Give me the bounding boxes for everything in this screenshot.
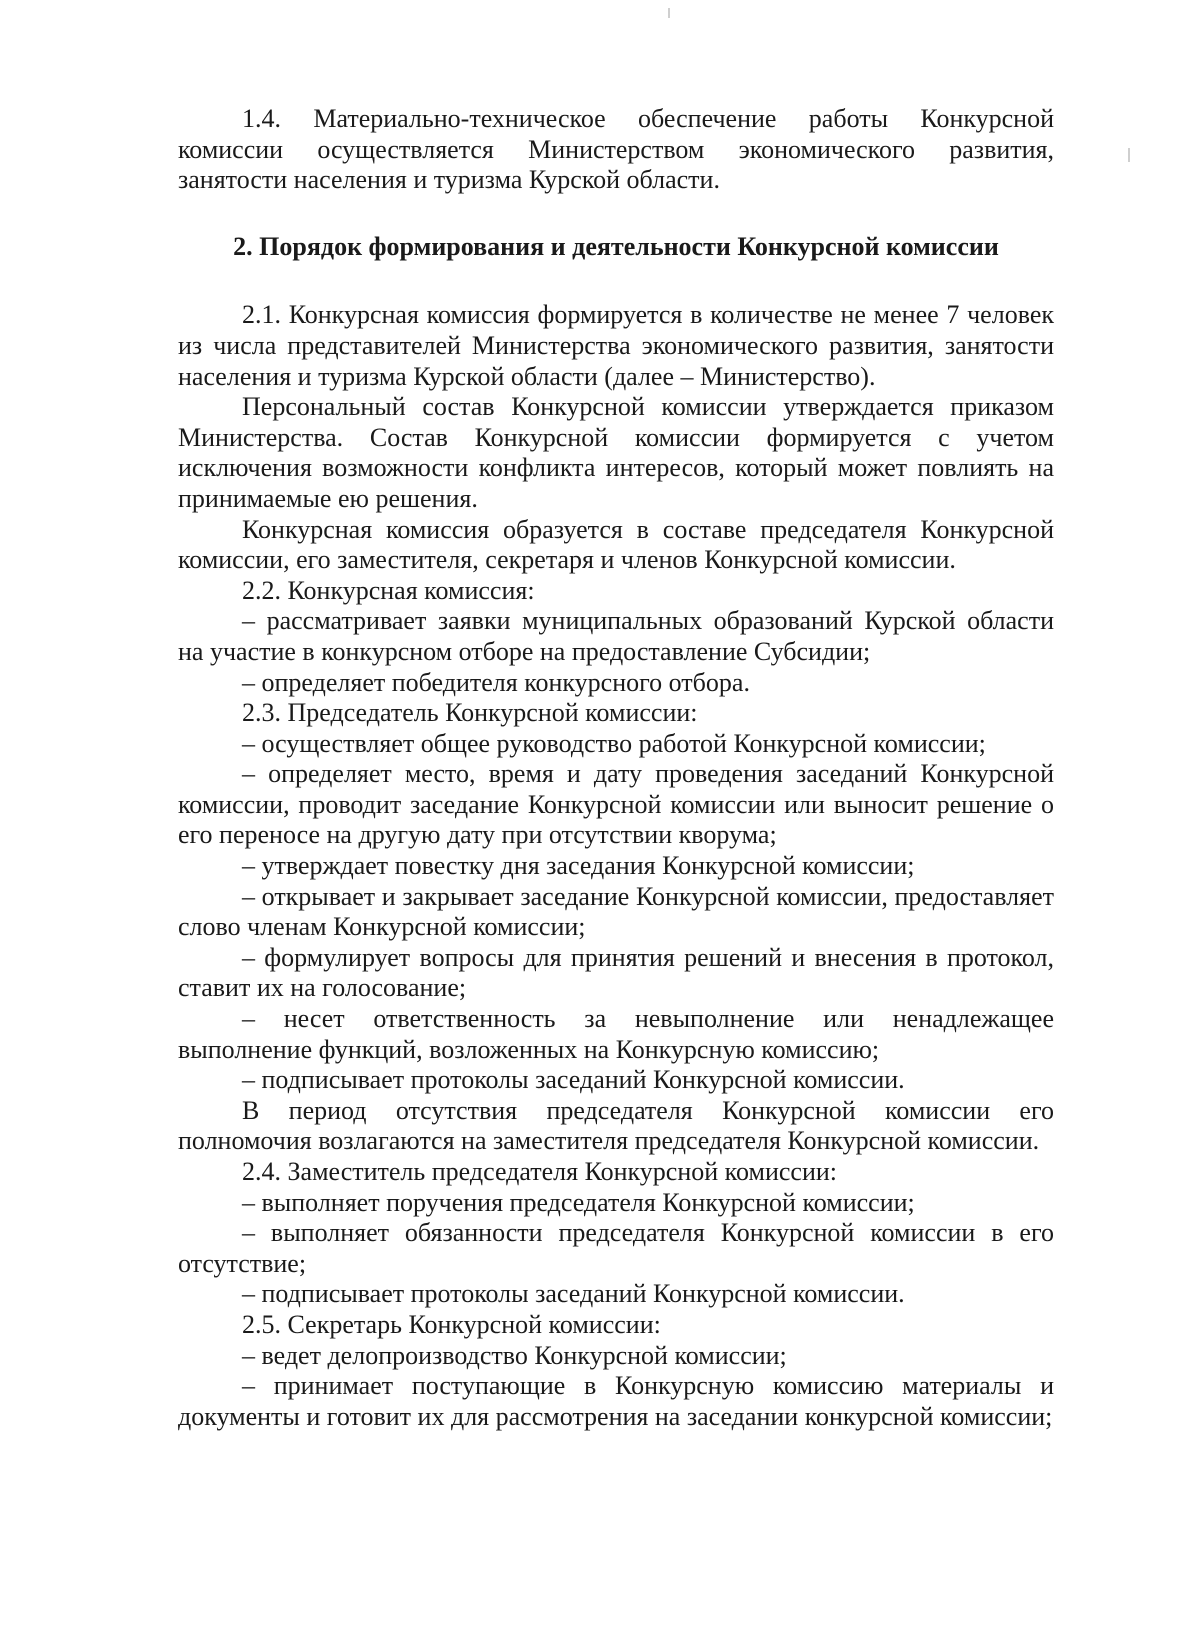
list-item: – принимает поступающие в Конкурсную комиссию материалы и документы и готовит их для рассмотрения на заседании конкурсной комиссии; [178, 1371, 1054, 1431]
list-item: – открывает и закрывает заседание Конкурсной комиссии, предоставляет слово членам Конкурсной комиссии; [178, 881, 1054, 942]
list-item: – формулирует вопросы для принятия решений и внесения в протокол, ставит их на голосование; [178, 942, 1054, 1003]
list-item: – несет ответственность за невыполнение или ненадлежащее выполнение функций, возложенных на Конкурсную комиссию; [178, 1004, 1054, 1064]
scan-mark [1128, 148, 1130, 162]
paragraph-2-3: 2.3. Председатель Конкурсной комиссии: [242, 698, 698, 728]
paragraph-1-4: 1.4. Материально-техническое обеспечение работы Конкурсной комиссии осуществляется Министерством экономического развития, занятости населения и туризма Курской области. [178, 104, 1054, 195]
section-heading: 2. Порядок формирования и деятельности Конкурсной комиссии [233, 231, 999, 261]
list-item: – подписывает протоколы заседаний Конкурсной комиссии. [242, 1065, 905, 1095]
list-item: – подписывает протоколы заседаний Конкурсной комиссии. [242, 1279, 905, 1309]
paragraph: В период отсутствия председателя Конкурсной комиссии его полномочия возлагаются на заместителя председателя Конкурсной комиссии. [178, 1095, 1054, 1156]
list-item: – рассматривает заявки муниципальных образований Курской области на участие в конкурсном отборе на предоставление Субсидии; [178, 606, 1054, 666]
list-item: – выполняет обязанности председателя Конкурсной комиссии в его отсутствие; [178, 1218, 1054, 1278]
paragraph-2-5: 2.5. Секретарь Конкурсной комиссии: [242, 1309, 661, 1339]
paragraph-2-2: 2.2. Конкурсная комиссия: [242, 575, 535, 605]
list-item: – определяет победителя конкурсного отбора. [242, 667, 750, 697]
list-item: – определяет место, время и дату проведения заседаний Конкурсной комиссии, проводит заседание Конкурсной комиссии или выносит решение о его переносе на другую дату при отсутствии кворума; [178, 759, 1054, 850]
paragraph: Конкурсная комиссия образуется в составе председателя Конкурсной комиссии, его заместителя, секретаря и членов Конкурсной комиссии. [178, 514, 1054, 575]
list-item: – утверждает повестку дня заседания Конкурсной комиссии; [242, 851, 915, 881]
paragraph-2-4: 2.4. Заместитель председателя Конкурсной комиссии: [242, 1157, 837, 1186]
paragraph-2-1: 2.1. Конкурсная комиссия формируется в количестве не менее 7 человек из числа представителей Министерства экономического развития, занятости населения и туризма Курской области (далее – Министерство). [178, 300, 1054, 391]
list-item: – ведет делопроизводство Конкурсной комиссии; [242, 1340, 787, 1370]
paragraph: Персональный состав Конкурсной комиссии утверждается приказом Министерства. Состав Конкурсной комиссии формируется с учетом исключения возможности конфликта интересов, который может повлиять на принимаемые ею решения. [178, 392, 1054, 513]
list-item: – выполняет поручения председателя Конкурсной комиссии; [242, 1187, 915, 1217]
scan-mark [668, 8, 670, 18]
document-page [178, 104, 1054, 1432]
list-item: – осуществляет общее руководство работой Конкурсной комиссии; [242, 728, 986, 758]
